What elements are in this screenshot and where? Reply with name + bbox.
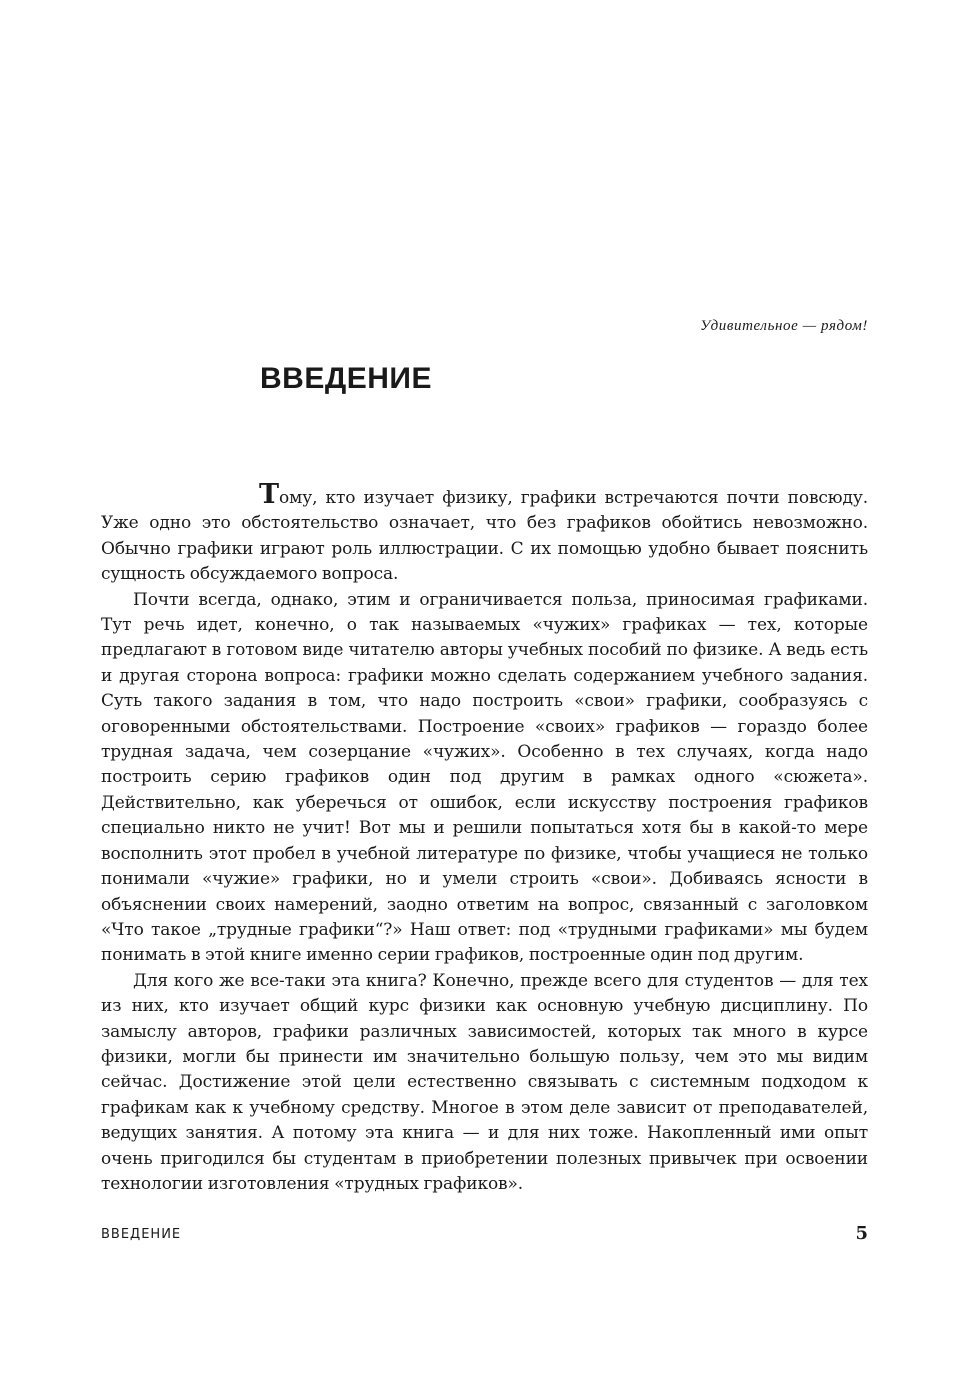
- chapter-title: ВВЕДЕНИЕ: [260, 362, 432, 395]
- paragraph-1-text: ому, кто изучает физику, графики встречаются почти повсюду. Уже одно это обстоятельство означает, что без графиков обойтись невозможно. Обычно графики играют роль иллюстрации. С их помощью удобно бывает пояснить сущность обсуждаемого вопроса.: [101, 488, 868, 585]
- paragraph-2: Почти всегда, однако, этим и ограничивается польза, приносимая графиками. Тут речь идет, конечно, о так называемых «чужих» графиках — тех, которые предлагают в готовом виде читателю авторы учебных пособий по физике. А ведь есть и другая сторона вопроса: графики можно сделать содержанием учебного задания. Суть такого задания в том, что надо построить «свои» графики, сообразуясь с оговоренными обстоятельствами. Построение «своих» графиков — гораздо более трудная задача, чем созерцание «чужих». Особенно в тех случаях, когда надо построить серию графиков один под другим в рамках одного «сюжета». Действительно, как уберечься от ошибок, если искусству построения графиков специально никто не учит! Вот мы и решили попытаться хотя бы в какой-то мере восполнить этот пробел в учебной литературе по физике, чтобы учащиеся не только понимали «чужие» графики, но и умели строить «свои». Добиваясь ясности в объяснении своих намерений, заодно ответим на вопрос, связанный с заголовком «Что такое „трудные графики“?» Наш ответ: под «трудными графиками» мы будем понимать в этой книге именно серии графиков, построенные один под другим.: [101, 589, 868, 966]
- running-head: ВВЕДЕНИЕ: [101, 1227, 182, 1242]
- body-text: [101, 479, 868, 1197]
- paragraph-3: Для кого же все-таки эта книга? Конечно, прежде всего для студентов — для тех из них, кто изучает общий курс физики как основную учебную дисциплину. По замыслу авторов, графики различных зависимостей, которых так много в курсе физики, могли бы принести им значительно большую пользу, чем это мы видим сейчас. Достижение этой цели естественно связывать с системным подходом к графикам как к учебному средству. Многое в этом деле зависит от преподавателей, ведущих занятия. А потому эта книга — и для них тоже. Накопленный ими опыт очень пригодился бы студентам в приобретении полезных привычек при освоении технологии изготовления «трудных графиков».: [101, 970, 868, 1194]
- page-number: 5: [855, 1223, 868, 1244]
- drop-letter: Т: [259, 479, 279, 510]
- epigraph: Удивительное — рядом!: [700, 318, 868, 334]
- paragraph-1: [101, 479, 868, 588]
